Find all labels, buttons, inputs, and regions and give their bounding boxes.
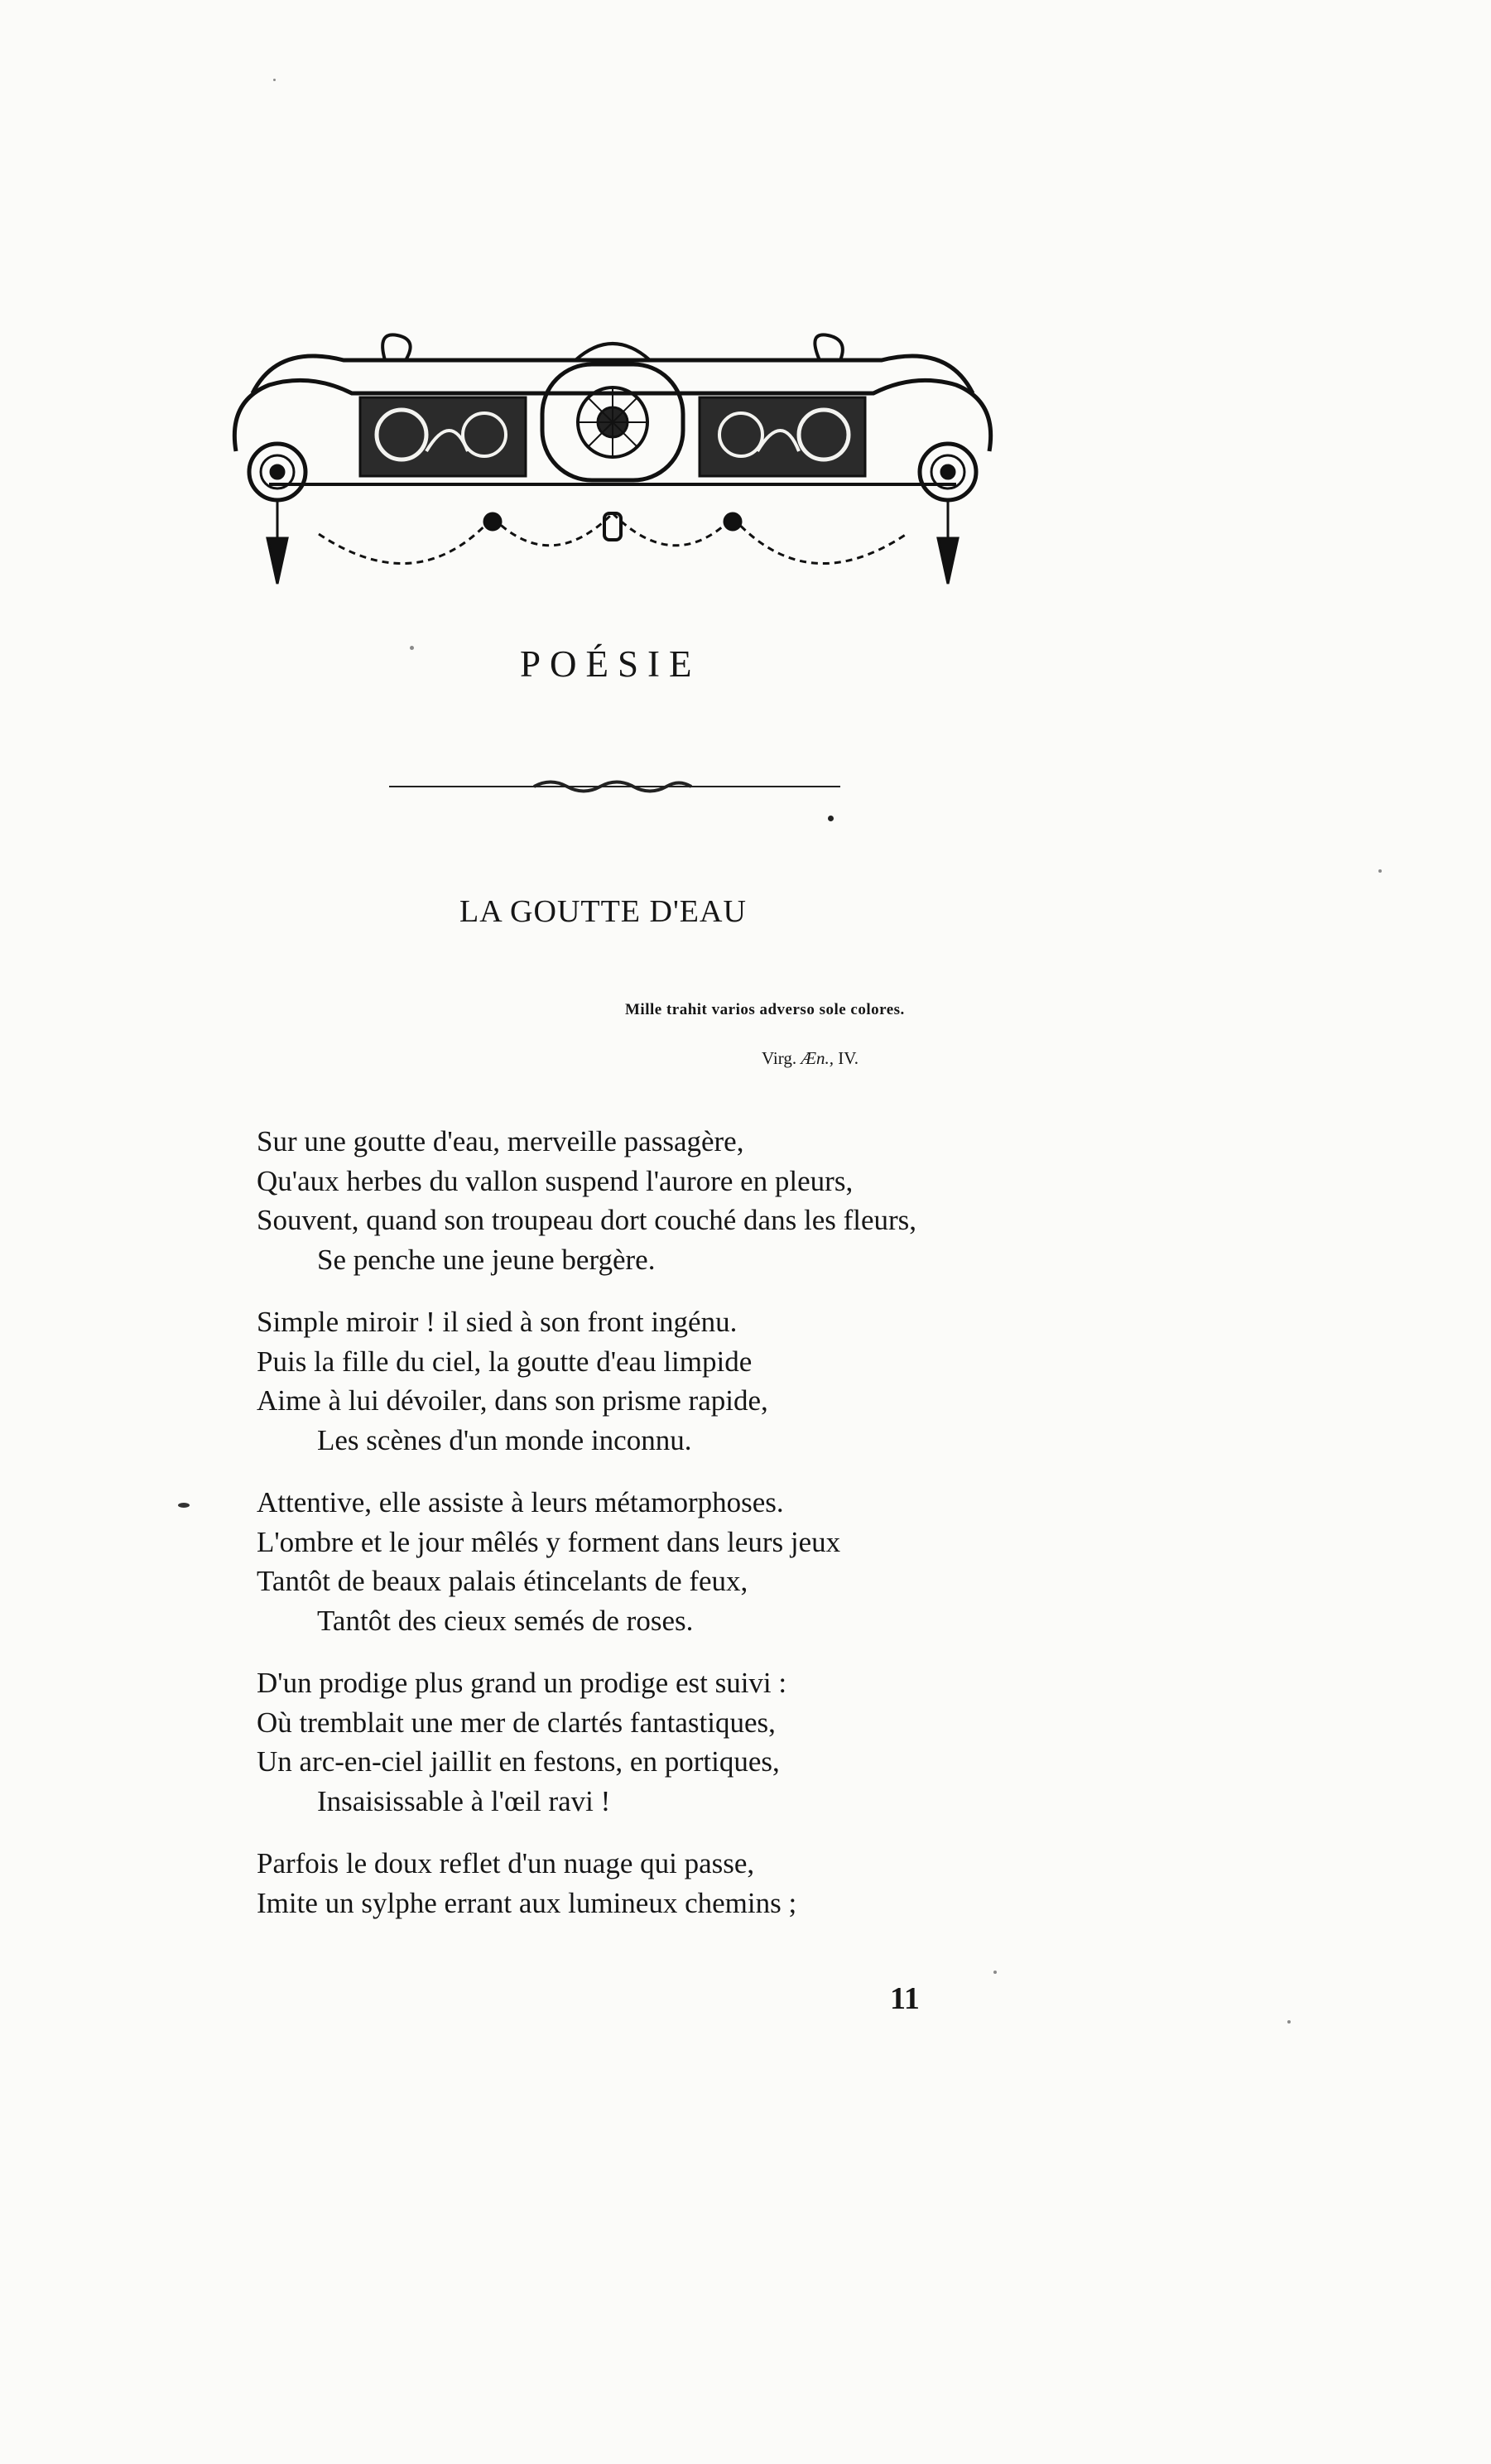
verse-line: Sur une goutte d'eau, merveille passagère, (257, 1125, 744, 1157)
verse-line: Imite un sylphe errant aux lumineux chemins ; (257, 1886, 797, 1919)
epigraph-book: IV. (838, 1048, 859, 1068)
verse-line: Où tremblait une mer de clartés fantastiques, (257, 1706, 776, 1739)
verse-line: Parfois le doux reflet d'un nuage qui passe, (257, 1847, 755, 1879)
poem-title: LA GOUTTE D'EAU (459, 894, 747, 929)
section-title: POÉSIE (520, 643, 701, 685)
verse-line: Tantôt de beaux palais étincelants de feux, (257, 1565, 748, 1597)
scan-speck (410, 646, 414, 650)
scan-speck (1378, 869, 1382, 873)
stanza (257, 1663, 1002, 1821)
verse-line: Simple miroir ! il sied à son front ingénu. (257, 1306, 738, 1338)
stanza (257, 1844, 1002, 1923)
epigraph-work: Æn., (801, 1048, 834, 1068)
poem-body (257, 1122, 1002, 1946)
verse-line: Souvent, quand son troupeau dort couché dans les fleurs, (257, 1204, 917, 1236)
ink-dot (828, 816, 834, 821)
verse-line: Attentive, elle assiste à leurs métamorphoses. (257, 1486, 784, 1518)
scan-speck (178, 1503, 190, 1508)
stanza (257, 1122, 1002, 1279)
header-ornament (219, 327, 1006, 592)
verse-line: Insaisissable à l'œil ravi ! (317, 1784, 611, 1817)
scan-speck (273, 79, 276, 81)
scan-speck (993, 1971, 997, 1974)
page-number: 11 (890, 1981, 920, 2016)
verse-line: L'ombre et le jour mêlés y forment dans leurs jeux (257, 1525, 841, 1558)
verse-line: Aime à lui dévoiler, dans son prisme rapide, (257, 1384, 768, 1417)
epigraph-author: Virg. (762, 1048, 797, 1068)
verse-line: Un arc-en-ciel jaillit en festons, en portiques, (257, 1745, 780, 1778)
epigraph: Mille trahit varios adverso sole colores. (625, 1001, 905, 1018)
scan-speck (1287, 2020, 1291, 2024)
epigraph-source (762, 1050, 859, 1067)
verse-line: Se penche une jeune bergère. (317, 1243, 656, 1276)
verse-line: Puis la fille du ciel, la goutte d'eau limpide (257, 1345, 753, 1378)
verse-line: D'un prodige plus grand un prodige est suivi : (257, 1667, 787, 1699)
verse-line: Tantôt des cieux semés de roses. (317, 1604, 694, 1637)
verse-line: Qu'aux herbes du vallon suspend l'aurore en pleurs, (257, 1164, 854, 1197)
stanza (257, 1483, 1002, 1640)
stanza (257, 1302, 1002, 1460)
decorative-rule (389, 774, 840, 799)
verse-line: Les scènes d'un monde inconnu. (317, 1423, 692, 1456)
